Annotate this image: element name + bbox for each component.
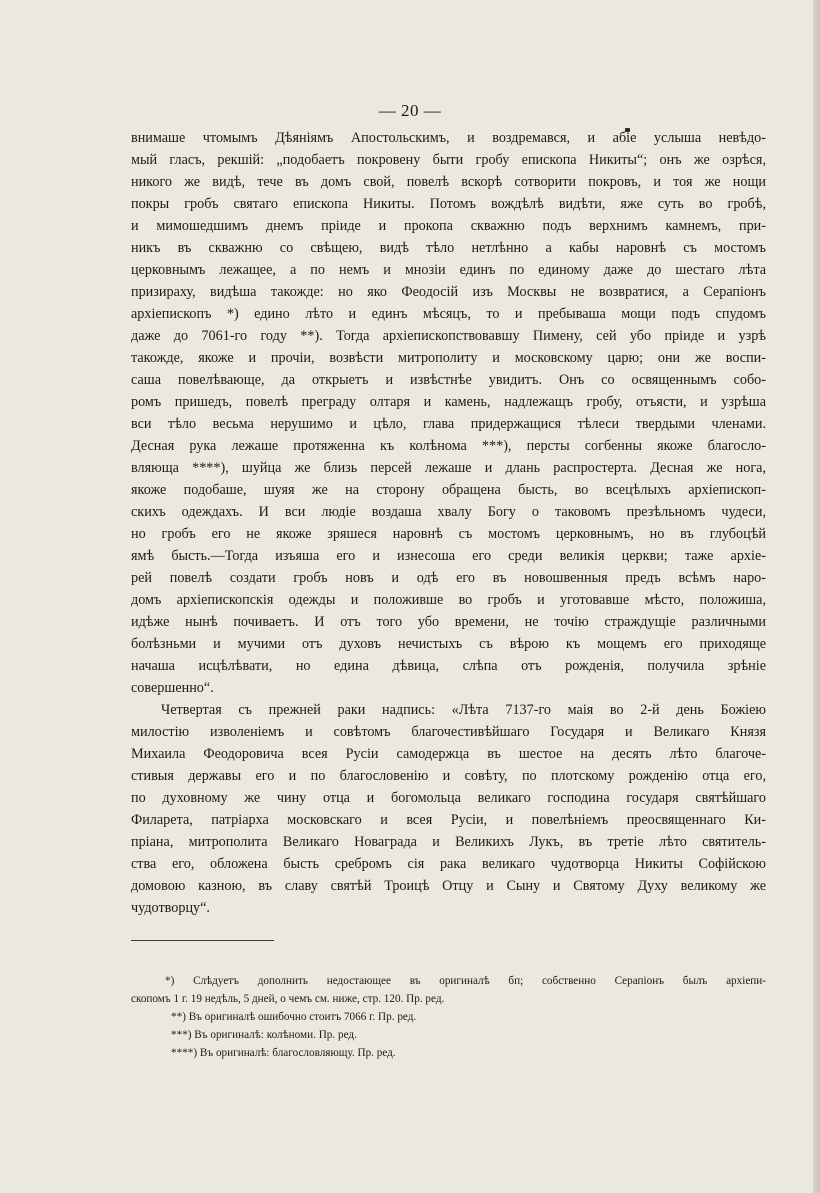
text-line: и мимошедшимъ днемъ пріиде и прокопа скважню подъ верхнимъ камнемъ, при- <box>131 218 766 234</box>
footnote-line: **) Въ оригиналѣ ошибочно стоитъ 7066 г. Пр. ред. <box>171 1011 417 1023</box>
footnotes <box>131 972 766 1062</box>
text-line: ямѣ бысть.—Тогда изъяша его и изнесоша его среди великія церкви; таже архіе- <box>131 548 766 564</box>
text-line: внимаше чтомымъ Дѣяніямъ Апостольскимъ, и воздремався, и абіе услыша невѣдо- <box>131 130 766 146</box>
text-line: Четвертая съ прежней раки надпись: «Лѣта 7137-го маія во 2-й день Божіею <box>161 702 766 718</box>
text-line: болѣзньми и мучими отъ духовъ нечистыхъ съ вѣрою къ мощемъ его приходяще <box>131 636 766 652</box>
text-line: но гробъ его не якоже зряшеся наровнѣ съ мостомъ церковнымъ, но въ глубоцѣй <box>131 526 766 542</box>
text-line: мый гласъ, рекшій: „подобаетъ покровену быти гробу епископа Никиты“; онъ же озрѣся, <box>131 152 766 168</box>
text-line: покры гробъ святаго епископа Никиты. Потомъ вождѣлѣ видѣти, яже суть во гробѣ, <box>131 196 766 212</box>
text-line: Филарета, патріарха московскаго и всея Русіи, и повелѣніемъ преосвященнаго Ки- <box>131 812 766 828</box>
text-line: начаша исцѣлѣвати, но едина дѣвица, слѣпа отъ рожденія, получила зрѣніе <box>131 658 766 674</box>
text-line: вляюща ****), шуйца же близь персей лежаше и длань распростерта. Десная же нога, <box>131 460 766 476</box>
text-line: даже до 7061-го году **). Тогда архіепископствовавшу Пимену, сей убо пріиде и узрѣ <box>131 328 766 344</box>
text-line: никъ въ скважню со свѣщею, видѣ тѣло нетлѣнно а кабы наровнѣ съ мостомъ <box>131 240 766 256</box>
text-line: саша повелѣвающе, да открыетъ и извѣстнѣе увидитъ. Онъ со освященнымъ собо- <box>131 372 766 388</box>
text-line: милостію изволеніемъ и совѣтомъ благочестивѣйшаго Государя и Великаго Князя <box>131 724 766 740</box>
text-line: Михаила Феодоровича всея Русіи самодержца въ шестое на десять лѣто благоче- <box>131 746 766 762</box>
footnote-line: ****) Въ оригиналѣ: благословляющу. Пр. ред. <box>171 1047 396 1059</box>
text-line: домъ архіепископскія одежды и положивше во гробъ и уготовавше мѣсто, положиша, <box>131 592 766 608</box>
page-edge-shadow <box>813 0 820 1193</box>
footnote-line: *) Слѣдуетъ дополнить недостающее въ оригиналѣ бп; собственно Серапіонъ былъ архіепи- <box>165 975 766 987</box>
text-line: рей повелѣ создати гробъ новъ и одѣ его въ новошвенныя предъ всѣмъ наро- <box>131 570 766 586</box>
text-line: призираху, видѣша такожде: но яко Феодосій изъ Москвы не возвратися, а Серапіонъ <box>131 284 766 300</box>
text-line: по духовному же чину отца и богомольца великаго господина государя святѣйшаго <box>131 790 766 806</box>
text-line: Десная рука лежаше протяженна къ колѣнома ***), персты согбенны якоже благосло- <box>131 438 766 454</box>
text-line: ства его, обложена бысть сребромъ сія рака великаго чудотворца Никиты Софійскою <box>131 856 766 872</box>
page-number: — 20 — <box>378 101 442 120</box>
text-line: архіепископъ *) едино лѣто и единъ мѣсяцъ, то и пребываша мощи подъ спудомъ <box>131 306 766 322</box>
text-line: пріана, митрополита Великаго Новаграда и Великихъ Лукъ, въ третіе лѣто святитель- <box>131 834 766 850</box>
text-line: домовою казною, въ славу святѣй Троицѣ Отцу и Сыну и Святому Духу великому же <box>131 878 766 894</box>
text-line: церковнымъ лежащее, а по немъ и мнозіи единъ по единому даже до шестаго лѣта <box>131 262 766 278</box>
text-line: скихъ одеждахъ. И вси людіе воздаша хвалу Богу о таковомъ презѣльномъ чудеси, <box>131 504 766 520</box>
text-line: совершенно“. <box>131 680 214 696</box>
text-line: чудотворцу“. <box>131 900 210 916</box>
text-line: стивыя державы его и по благословенію и совѣту, по плотскому рожденію отца его, <box>131 768 766 784</box>
text-line: такожде, якоже и прочіи, возвѣсти митрополиту и московскому царю; они же воспи- <box>131 350 766 366</box>
text-line: ромъ пришедъ, повелѣ преграду олтаря и камень, надлежащъ гробу, отъясти, и узрѣша <box>131 394 766 410</box>
text-line: якоже подобаше, шуяя же на сторону обращена бысть, во всецѣлыхъ архіепископ- <box>131 482 766 498</box>
footnote-separator <box>131 940 274 941</box>
main-text <box>131 127 766 919</box>
text-line: никого же видѣ, тече въ домъ свой, повелѣ вскорѣ сотворити покровъ, и тоя же нощи <box>131 174 766 190</box>
footnote-line: ***) Въ оригиналѣ: колѣноми. Пр. ред. <box>171 1029 357 1041</box>
text-line: идѣже нынѣ почиваетъ. И отъ того убо времени, не точію страждущіе различными <box>131 614 766 630</box>
text-line: вси тѣло весьма нерушимо и цѣло, глава придержащися тѣлеси твердыми членами. <box>131 416 766 432</box>
footnote-line: скопомъ 1 г. 19 недѣль, 5 дней, о чемъ см. ниже, стр. 120. Пр. ред. <box>131 993 445 1005</box>
